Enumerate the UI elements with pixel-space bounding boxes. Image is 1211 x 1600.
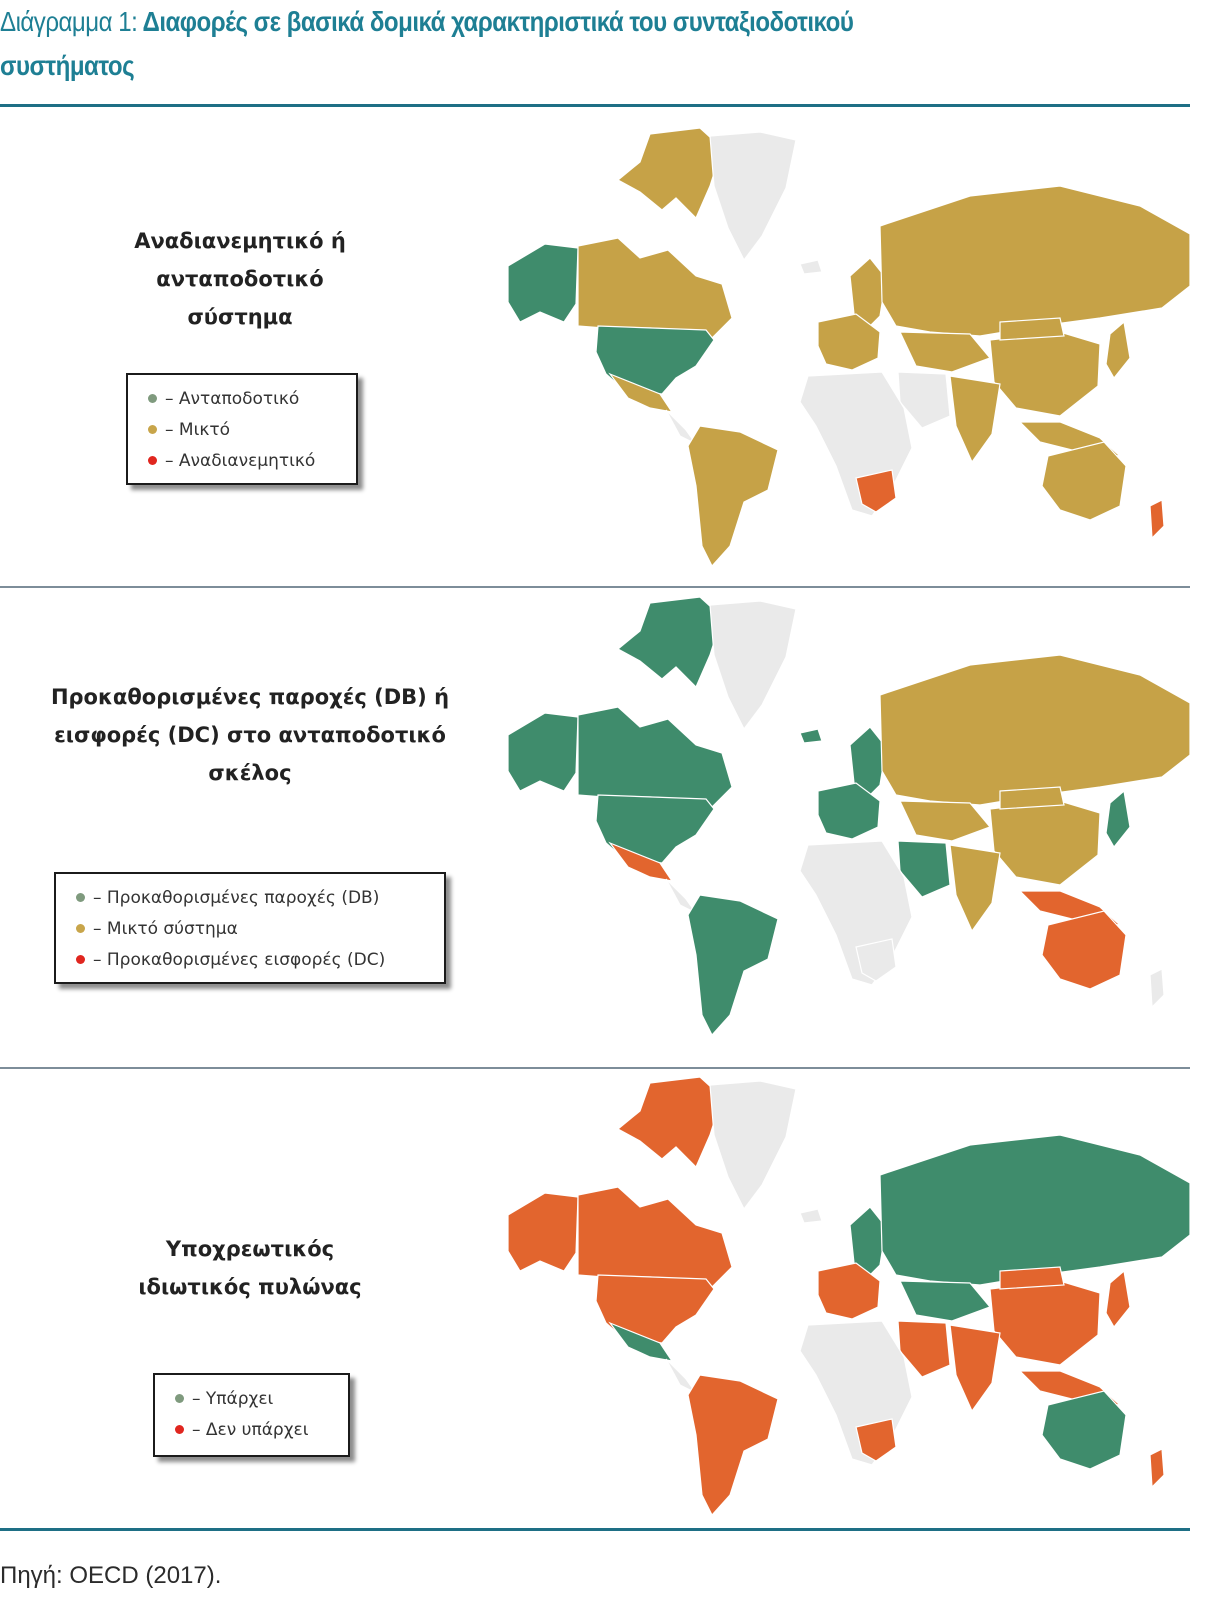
panel-1-title [100, 222, 380, 336]
region-newZealand [1150, 969, 1164, 1007]
panel-1-title-line: Αναδιανεμητικό ή [134, 229, 346, 253]
region-usa [596, 795, 714, 863]
world-map-svg [500, 1075, 1190, 1525]
region-japan [1106, 791, 1130, 847]
region-china [990, 332, 1100, 416]
world-map-1 [500, 126, 1190, 576]
region-greenland [710, 1081, 796, 1209]
legend-item [148, 414, 340, 445]
region-centralAm [666, 1359, 696, 1393]
panel-1-title-line: ανταποδοτικό [156, 267, 324, 291]
legend-item [148, 383, 340, 414]
green-dot-icon [76, 893, 85, 902]
bottom-rule [0, 1528, 1190, 1531]
region-russia [880, 655, 1190, 805]
panel-3-legend [153, 1373, 350, 1457]
red-dot-icon [148, 456, 157, 465]
region-centralAsia [900, 332, 990, 372]
region-australia [1042, 1391, 1126, 1469]
world-map-svg [500, 595, 1190, 1045]
region-usa [596, 326, 714, 394]
region-centralAsia [900, 801, 990, 841]
legend-item [175, 1383, 332, 1414]
region-newZealand [1150, 500, 1164, 538]
region-australia [1042, 911, 1126, 989]
legend-item [76, 882, 428, 913]
figure-number: Διάγραμμα 1: [0, 6, 138, 37]
region-alaska [508, 1193, 578, 1271]
region-alaska [508, 244, 578, 322]
figure-title-line-1: Διαφορές σε βασικά δομικά χαρακτηριστικά του συνταξιοδοτικού [142, 6, 854, 37]
legend-label: – Δεν υπάρχει [192, 1419, 309, 1440]
region-canada [578, 707, 732, 807]
region-canadaArctic [618, 128, 722, 218]
legend-item [148, 445, 340, 476]
region-china [990, 1281, 1100, 1365]
region-canada [578, 1187, 732, 1287]
panel-3-title-line: ιδιωτικός πυλώνας [138, 1275, 362, 1299]
legend-label: – Μικτό [165, 419, 230, 440]
legend-label: – Αναδιανεμητικό [165, 450, 316, 471]
panel-divider [0, 586, 1190, 588]
region-iceland [800, 729, 822, 743]
panel-3-title-line: Υποχρεωτικός [165, 1237, 335, 1261]
legend-label: – Προκαθορισμένες εισφορές (DC) [93, 949, 386, 970]
legend-item [76, 944, 428, 975]
region-southAm [688, 895, 778, 1035]
region-india [950, 1325, 1000, 1411]
region-china [990, 801, 1100, 885]
red-dot-icon [76, 955, 85, 964]
region-russia [880, 186, 1190, 336]
region-japan [1106, 322, 1130, 378]
green-dot-icon [175, 1394, 184, 1403]
legend-label: – Μικτό σύστημα [93, 918, 238, 939]
panel-3-title [110, 1230, 390, 1306]
region-mongolia [1000, 318, 1064, 340]
panel-2-title-line: σκέλος [208, 761, 292, 785]
panel-2-title [30, 678, 470, 792]
region-mongolia [1000, 787, 1064, 809]
legend-label: – Ανταποδοτικό [165, 388, 300, 409]
region-greenland [710, 132, 796, 260]
region-usa [596, 1275, 714, 1343]
region-india [950, 376, 1000, 462]
region-iceland [800, 1209, 822, 1223]
region-australia [1042, 442, 1126, 520]
legend-item [76, 913, 428, 944]
region-newZealand [1150, 1449, 1164, 1487]
top-rule [0, 104, 1190, 107]
gold-dot-icon [76, 924, 85, 933]
legend-label: – Υπάρχει [192, 1388, 274, 1409]
panel-2-title-line: Προκαθορισμένες παροχές (DB) ή [50, 685, 450, 709]
world-map-svg [500, 126, 1190, 576]
region-alaska [508, 713, 578, 791]
region-centralAsia [900, 1281, 990, 1321]
world-map-2 [500, 595, 1190, 1045]
region-canadaArctic [618, 597, 722, 687]
legend-label: – Προκαθορισμένες παροχές (DB) [93, 887, 380, 908]
region-canada [578, 238, 732, 338]
panel-1-legend [126, 373, 358, 485]
region-southAm [688, 426, 778, 566]
region-japan [1106, 1271, 1130, 1327]
region-canadaArctic [618, 1077, 722, 1167]
panel-divider [0, 1067, 1190, 1069]
region-mongolia [1000, 1267, 1064, 1289]
region-southAm [688, 1375, 778, 1515]
red-dot-icon [175, 1425, 184, 1434]
figure-title [0, 0, 946, 88]
gold-dot-icon [148, 425, 157, 434]
panel-2-legend [54, 872, 446, 984]
region-iceland [800, 260, 822, 274]
panel-1-title-line: σύστημα [187, 305, 293, 329]
legend-item [175, 1414, 332, 1445]
region-centralAm [666, 410, 696, 444]
world-map-3 [500, 1075, 1190, 1525]
green-dot-icon [148, 394, 157, 403]
region-centralAm [666, 879, 696, 913]
region-india [950, 845, 1000, 931]
panel-2-title-line: εισφορές (DC) στο ανταποδοτικό [54, 723, 446, 747]
region-greenland [710, 601, 796, 729]
source-note: Πηγή: OECD (2017). [0, 1562, 222, 1589]
region-russia [880, 1135, 1190, 1285]
figure-title-line-2: συστήματος [0, 50, 135, 81]
